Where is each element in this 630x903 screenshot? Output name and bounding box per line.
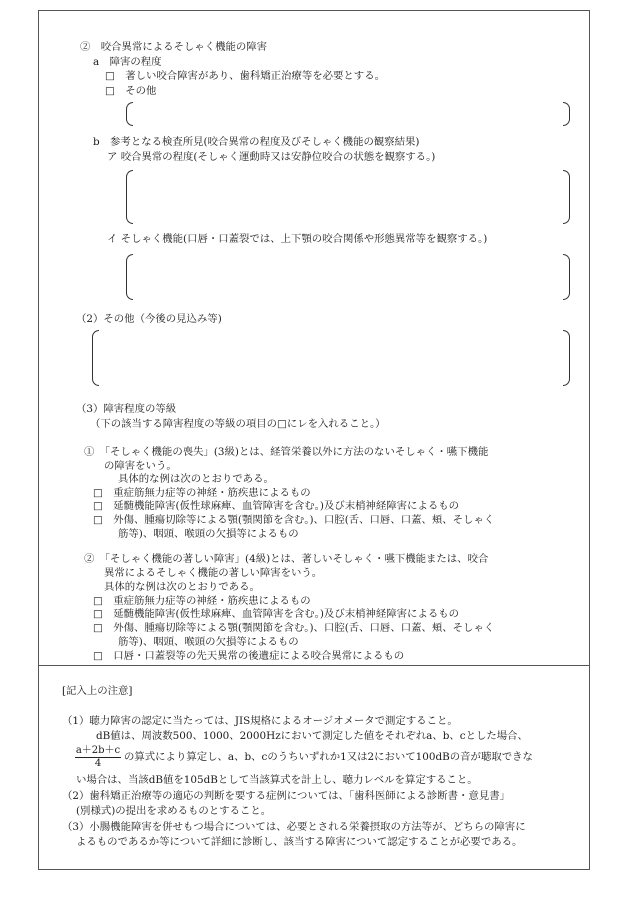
other-title: （2）その他（今後の見込み等) (76, 313, 222, 325)
occlusion-input-field[interactable] (126, 170, 570, 224)
findings-label: b 参考となる検査所見(咬合異常の程度及びそしゃく機能の観察結果) (93, 136, 420, 148)
grade2-examples-intro: 具体的な例は次のとおりである。 (104, 581, 260, 593)
note-1-line3: の算式により算定し、a、b、cのうちいずれか1又は2において100dBの音が聴取できな (124, 751, 533, 763)
grade2-checkbox-item[interactable]: □ 口唇・口蓋裂等の先天異常の後遺症による咬合異常によるもの (93, 650, 405, 662)
occlusion-label: ア 咬合異常の程度(そしゃく運動時又は安静位咬合の状態を観察する。) (107, 151, 436, 163)
grade2-definition-cont: 異常によるそしゃく機能の著しい障害をいう。 (104, 567, 323, 579)
note-2-line2: (別様式)の提出を求めるものとすること。 (76, 805, 272, 817)
grade-title: （3）障害程度の等級 (76, 403, 177, 415)
grade-subtitle: （下の該当する障害程度の等級の項目の□にレを入れること。） (90, 418, 386, 430)
checkbox-option-other[interactable]: □ その他 (105, 85, 157, 97)
grade2-checkbox-item[interactable]: □ 外傷、腫瘍切除等による顎(顎関節を含む。)、口腔(舌、口唇、口蓋、頬、そしゃく (93, 622, 495, 634)
hearing-formula (75, 746, 121, 769)
prognosis-input-field[interactable] (92, 330, 570, 386)
formula-numerator: a＋2b＋c (75, 745, 121, 756)
notes-title: [記入上の注意] (62, 685, 133, 697)
section-divider (38, 665, 590, 666)
grade1-item-cont: 筋等)、咽頭、喉頭の欠損等によるもの (118, 528, 299, 540)
grade1-definition: ① 「そしゃく機能の喪失」(3級)とは、経管栄養以外に方法のないそしゃく・嚥下機能 (84, 446, 489, 458)
grade1-checkbox-item[interactable]: □ 延髄機能障害(仮性球麻痺、血管障害を含む。)及び末梢神経障害によるもの (93, 500, 460, 512)
section-title: ② 咬合異常によるそしゃく機能の障害 (80, 41, 268, 53)
grade2-definition: ② 「そしゃく機能の著しい障害」(4級)とは、著しいそしゃく・嚥下機能または、咬合 (84, 553, 489, 565)
checkbox-option-severe[interactable]: □ 著しい咬合障害があり、歯科矯正治療等を必要とする。 (105, 70, 385, 82)
degree-label: a 障害の程度 (93, 56, 162, 68)
note-1-line4: い場合は、当該dB値を105dBとして当該算式を計上し、聴力レベルを算定すること。 (76, 774, 478, 786)
grade2-checkbox-item[interactable]: □ 延髄機能障害(仮性球麻痺、血管障害を含む。)及び末梢神経障害によるもの (93, 608, 460, 620)
chewing-input-field[interactable] (126, 254, 570, 300)
formula-denominator: 4 (94, 758, 102, 769)
note-3: （3）小腸機能障害を併せもつ場合については、必要とされる栄養摂取の方法等が、どちらの障害に (62, 821, 526, 833)
chewing-label: イ そしゃく機能(口唇・口蓋裂では、上下顎の咬合関係や形態異常等を観察する。) (107, 233, 488, 245)
grade1-checkbox-item[interactable]: □ 重症筋無力症等の神経・筋疾患によるもの (93, 487, 311, 499)
note-3-line2: よるものであるか等について詳細に診断し、該当する障害について認定することが必要である。 (76, 836, 523, 848)
grade1-examples-intro: 具体的な例は次のとおりである。 (118, 473, 274, 485)
grade2-item-cont: 筋等)、咽頭、喉頭の欠損等によるもの (118, 636, 299, 648)
grade1-checkbox-item[interactable]: □ 外傷、腫瘍切除等による顎(顎関節を含む。)、口腔(舌、口唇、口蓋、頬、そしゃく (93, 514, 495, 526)
note-2: （2）歯科矯正治療等の適応の判断を要する症例については、「歯科医師による診断書・意見書」 (62, 790, 510, 802)
note-1: （1）聴力障害の認定に当たっては、JIS規格によるオージオメータで測定すること。 (62, 715, 458, 727)
other-input-field[interactable] (126, 102, 570, 126)
note-1-line2: dB値は、周波数500、1000、2000Hzにおいて測定した値をそれぞれa、b、cとした場合、 (96, 730, 528, 742)
grade1-definition-cont: の障害をいう。 (104, 460, 177, 472)
grade2-checkbox-item[interactable]: □ 重症筋無力症等の神経・筋疾患によるもの (93, 595, 311, 607)
